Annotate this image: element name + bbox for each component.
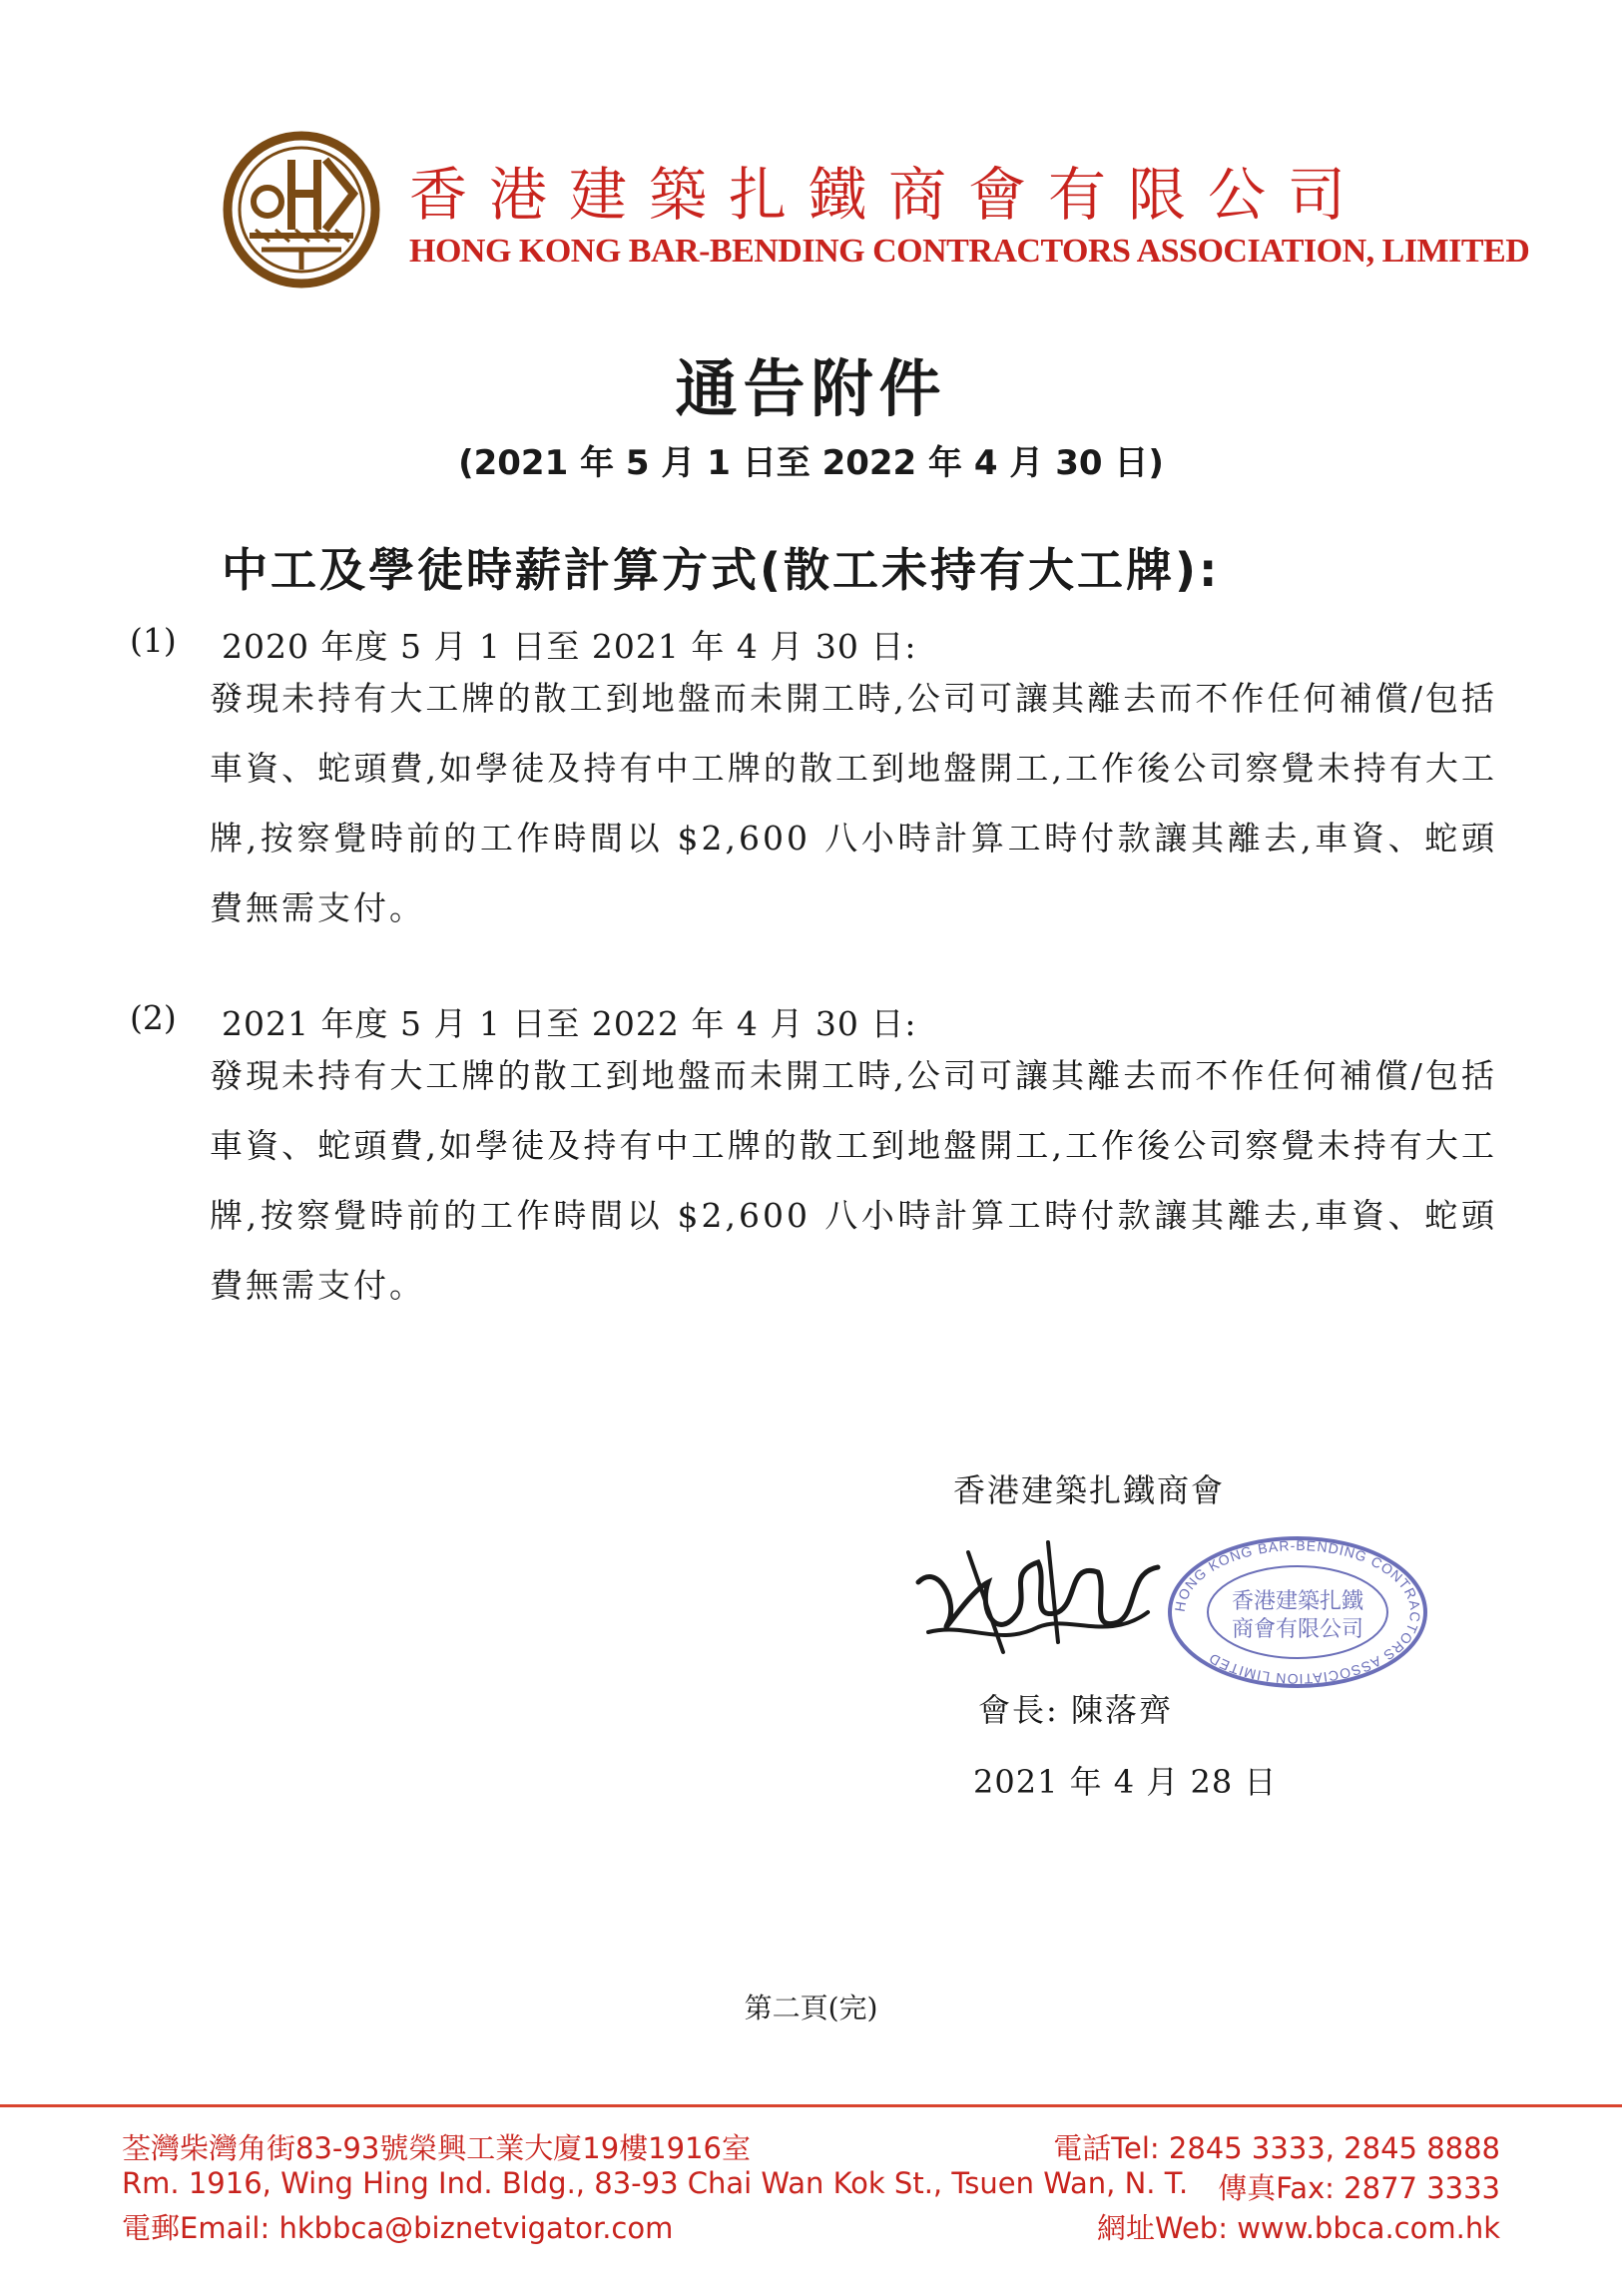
- handwritten-signature: [908, 1522, 1168, 1672]
- item-1-text: 發現未持有大工牌的散工到地盤而未開工時,公司可讓其離去而不作任何補償/包括車資、蛇頭費,如學徒及持有中工牌的散工到地盤開工,工作後公司察覺未持有大工牌,按察覺時前的工作時間以 $2,600 八小時計算工時付款讓其離去,車資、蛇頭費無需支付。: [210, 679, 1497, 927]
- page-number: 第二頁(完): [744, 1992, 878, 2024]
- footer-fax: 傳真Fax: 2877 3333: [1218, 2171, 1500, 2205]
- footer-email: 電郵Email: hkbbca@biznetvigator.com: [122, 2211, 674, 2245]
- footer-website: 網址Web: www.bbca.com.hk: [1096, 2211, 1500, 2245]
- notice-title: 通告附件: [675, 352, 947, 425]
- chairman-name: 會長: 陳落齊: [978, 1691, 1173, 1729]
- item-1-number: (1): [130, 621, 177, 660]
- company-seal-stamp: [1163, 1532, 1432, 1692]
- svg-text:香港建築扎鐵: 香港建築扎鐵: [1231, 1589, 1364, 1614]
- item-2-number: (2): [130, 998, 177, 1037]
- signoff-date: 2021 年 4 月 28 日: [973, 1763, 1278, 1801]
- section-heading: 中工及學徒時薪計算方式(散工未持有大工牌):: [222, 543, 1221, 597]
- footer-address-english: Rm. 1916, Wing Hing Ind. Bldg., 83-93 Chai Wan Kok St., Tsuen Wan, N. T.: [122, 2166, 1189, 2200]
- footer-divider: [0, 2104, 1622, 2107]
- item-1-period: 2020 年度 5 月 1 日至 2021 年 4 月 30 日:: [222, 627, 917, 666]
- footer-address-chinese: 荃灣柴灣角街83-93號榮興工業大廈19樓1916室: [122, 2131, 751, 2165]
- signoff-org: 香港建築扎鐵商會: [953, 1471, 1226, 1509]
- item-2-period: 2021 年度 5 月 1 日至 2022 年 4 月 30 日:: [222, 1004, 917, 1043]
- org-name-chinese: 香港建築扎鐵商會有限公司: [409, 161, 1368, 229]
- notice-period: (2021 年 5 月 1 日至 2022 年 4 月 30 日): [458, 443, 1164, 483]
- svg-text:HONG KONG BAR-BENDING CONTRACT: HONG KONG BAR-BENDING CONTRACTORS ASSOCIATION LIMITED: [1171, 1536, 1424, 1688]
- footer-telephone: 電話Tel: 2845 3333, 2845 8888: [1053, 2131, 1500, 2165]
- org-name-english: HONG KONG BAR-BENDING CONTRACTORS ASSOCIATION, LIMITED: [409, 233, 1530, 270]
- association-logo: [222, 130, 381, 289]
- svg-text:商會有限公司: 商會有限公司: [1231, 1617, 1364, 1642]
- item-2-text: 發現未持有大工牌的散工到地盤而未開工時,公司可讓其離去而不作任何補償/包括車資、蛇頭費,如學徒及持有中工牌的散工到地盤開工,工作後公司察覺未持有大工牌,按察覺時前的工作時間以 $2,600 八小時計算工時付款讓其離去,車資、蛇頭費無需支付。: [210, 1056, 1497, 1305]
